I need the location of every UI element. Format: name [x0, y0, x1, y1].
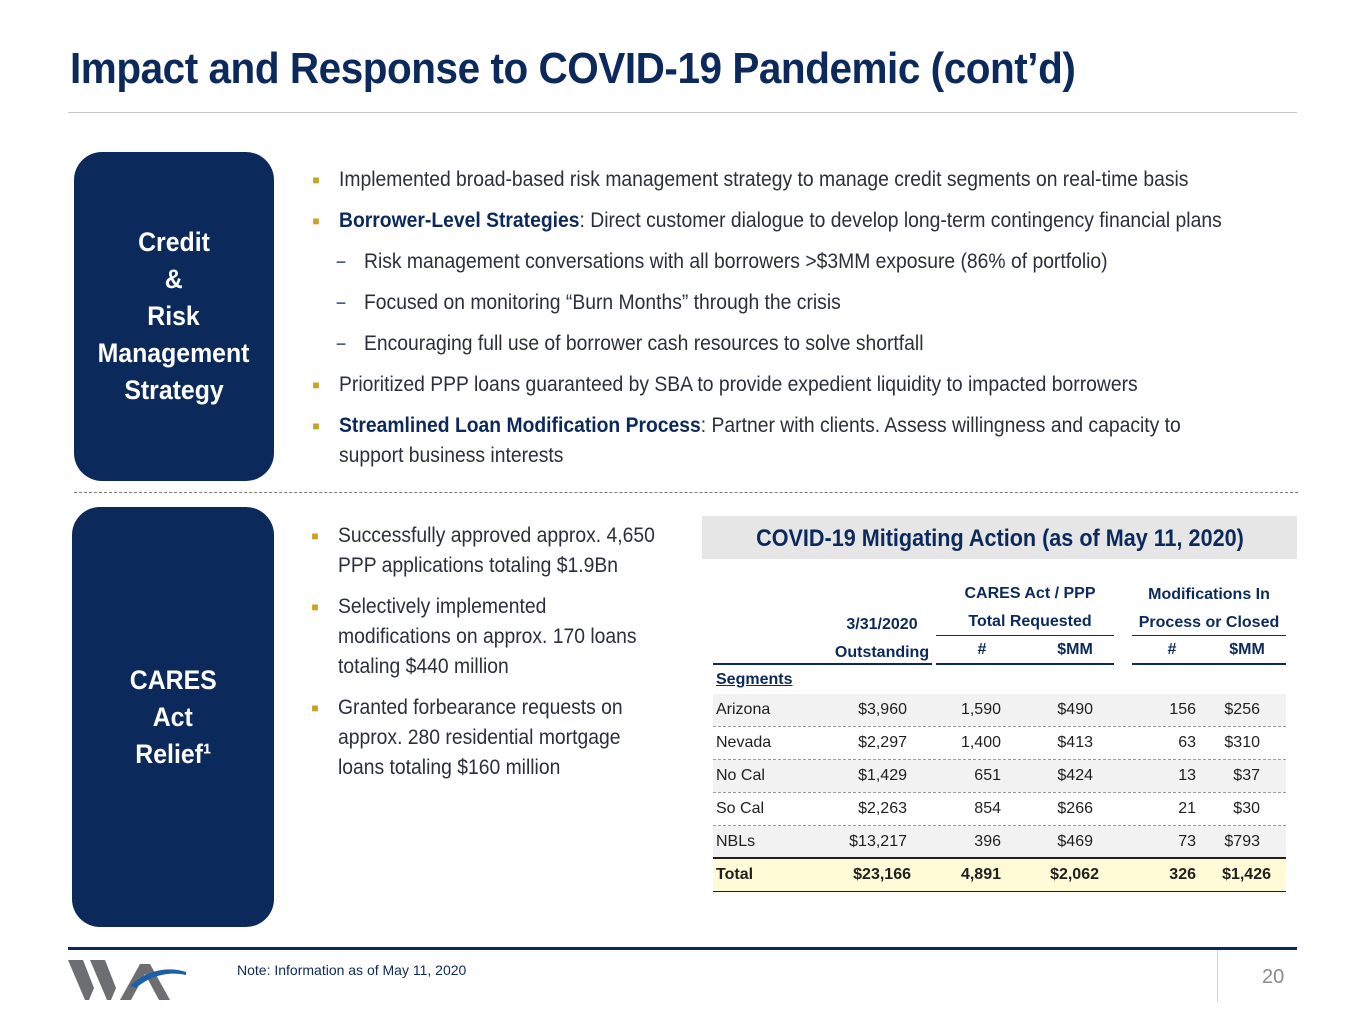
mod-amount-cell: $256	[1224, 701, 1260, 718]
cares-act-label-box	[72, 507, 274, 927]
ppp-amount-cell: $2,062	[1050, 866, 1099, 883]
mod-count-cell: 156	[1169, 701, 1196, 718]
credit-sub-bullet: − Encouraging full use of borrower cash resources to solve shortfall	[364, 329, 1299, 359]
segment-cell: Nevada	[716, 734, 772, 751]
table-row	[713, 826, 1286, 858]
ppp-amount-header: $MM	[1057, 641, 1093, 658]
outstanding-cell: $23,166	[853, 866, 911, 883]
header-rule	[1132, 663, 1286, 665]
square-bullet-icon: ■	[312, 419, 320, 433]
outstanding-cell: $13,217	[849, 833, 907, 850]
ppp-amount-cell: $469	[1057, 833, 1093, 850]
ppp-count-cell: 1,590	[960, 701, 1001, 718]
credit-bullet: ■ Borrower-Level Strategies: Direct customer dialogue to develop long-term contingency financial plans	[339, 206, 1299, 236]
table-bottom-rule	[713, 891, 1286, 892]
ppp-count-cell: 854	[974, 800, 1001, 817]
mod-count-cell: 63	[1178, 734, 1196, 751]
outstanding-cell: $2,297	[858, 734, 907, 751]
mod-count-cell: 73	[1178, 833, 1196, 850]
bullet-heading: Borrower-Level Strategies	[339, 209, 580, 232]
title-divider	[68, 112, 1297, 113]
segment-cell: NBLs	[716, 833, 756, 850]
table-title: COVID-19 Mitigating Action (as of May 11, 2020)	[702, 516, 1297, 559]
credit-label-line: &	[165, 264, 183, 294]
credit-risk-label-box	[74, 152, 274, 481]
mod-count-cell: 326	[1169, 866, 1196, 883]
ppp-count-cell: 396	[974, 833, 1001, 850]
mod-group-subheader: Process or Closed	[1138, 614, 1280, 631]
segments-header: Segments	[716, 671, 793, 688]
credit-bullet: ■ Implemented broad-based risk management strategy to manage credit segments on real-time basis	[339, 165, 1299, 195]
square-bullet-icon: ■	[312, 214, 320, 228]
dash-bullet-icon: −	[335, 293, 347, 313]
credit-sub-bullet: − Risk management conversations with all borrowers >$3MM exposure (86% of portfolio)	[364, 247, 1299, 277]
page-number: 20	[1262, 966, 1285, 988]
mod-amount-cell: $30	[1233, 800, 1260, 817]
credit-label-line: Risk	[147, 301, 201, 331]
credit-label-line: Management	[98, 338, 250, 368]
ppp-count-header: #	[977, 641, 987, 658]
footer-separator	[1217, 950, 1218, 1002]
credit-bullet-list	[312, 165, 1299, 471]
cares-group-subheader: Total Requested	[968, 613, 1092, 630]
mod-amount-cell: $310	[1224, 734, 1260, 751]
cares-group-header: CARES Act / PPP	[964, 585, 1096, 602]
mod-count-cell: 13	[1178, 767, 1196, 784]
square-bullet-icon: ■	[311, 600, 319, 614]
square-bullet-icon: ■	[312, 378, 320, 392]
header-rule	[1132, 635, 1286, 636]
ppp-amount-cell: $490	[1057, 701, 1093, 718]
cares-bullet: ■ Granted forbearance requests on approx. 280 residential mortgage loans totaling $160 million	[338, 693, 698, 783]
page-title: Impact and Response to COVID-19 Pandemic (cont’d)	[70, 44, 1076, 93]
cares-bullet: ■ Successfully approved approx. 4,650 PPP applications totaling $1.9Bn	[338, 521, 698, 581]
table-row	[713, 727, 1286, 759]
segment-cell: Total	[716, 866, 754, 883]
mod-amount-cell: $793	[1224, 833, 1260, 850]
mod-amount-cell: $1,426	[1222, 866, 1271, 883]
credit-label-line: Strategy	[124, 375, 224, 405]
ppp-count-cell: 4,891	[960, 866, 1001, 883]
mod-count-cell: 21	[1178, 800, 1196, 817]
outstanding-cell: $2,263	[858, 800, 907, 817]
ppp-amount-cell: $413	[1057, 734, 1093, 751]
header-rule	[936, 635, 1114, 636]
credit-bullet: ■ Prioritized PPP loans guaranteed by SBA to provide expedient liquidity to impacted borrowers	[339, 370, 1299, 400]
outstanding-subheader: Outstanding	[834, 644, 930, 661]
mod-amount-cell: $37	[1233, 767, 1260, 784]
ppp-amount-cell: $424	[1057, 767, 1093, 784]
credit-sub-bullet: − Focused on monitoring “Burn Months” through the crisis	[364, 288, 1299, 318]
square-bullet-icon: ■	[311, 701, 319, 715]
dash-bullet-icon: −	[335, 252, 347, 272]
segment-cell: Arizona	[716, 701, 771, 718]
credit-bullet: ■ Streamlined Loan Modification Process: Partner with clients. Assess willingness and capacity to support business interests	[339, 411, 1299, 471]
cares-bullet: ■ Selectively implemented modifications on approx. 170 loans totaling $440 million	[338, 592, 698, 682]
mod-count-header: #	[1167, 641, 1177, 658]
section-divider	[74, 492, 1298, 493]
ppp-amount-cell: $266	[1057, 800, 1093, 817]
footer-note: Note: Information as of May 11, 2020	[237, 962, 467, 978]
bullet-heading: Streamlined Loan Modification Process	[339, 414, 701, 437]
header-rule	[936, 663, 1114, 665]
credit-label-line: Credit	[138, 227, 210, 257]
square-bullet-icon: ■	[311, 529, 319, 543]
outstanding-cell: $3,960	[858, 701, 907, 718]
table-row	[713, 760, 1286, 792]
mod-amount-header: $MM	[1229, 641, 1265, 658]
header-rule	[713, 663, 932, 665]
segment-cell: No Cal	[716, 767, 765, 784]
wa-logo	[68, 956, 188, 1002]
outstanding-cell: $1,429	[858, 767, 907, 784]
outstanding-header: 3/31/2020	[846, 616, 918, 633]
table-row	[713, 694, 1286, 726]
total-row	[713, 859, 1286, 891]
footer-rule	[68, 947, 1297, 950]
cares-label-line: Act	[152, 701, 194, 732]
cares-label-line: Relief¹	[135, 738, 211, 769]
cares-label-line: CARES	[129, 664, 217, 695]
ppp-count-cell: 1,400	[960, 734, 1001, 751]
cares-bullet-list	[311, 521, 698, 794]
ppp-count-cell: 651	[974, 767, 1001, 784]
mod-group-header: Modifications In	[1148, 586, 1270, 603]
dash-bullet-icon: −	[335, 334, 347, 354]
segment-cell: So Cal	[716, 800, 765, 817]
table-row	[713, 793, 1286, 825]
square-bullet-icon: ■	[312, 173, 320, 187]
